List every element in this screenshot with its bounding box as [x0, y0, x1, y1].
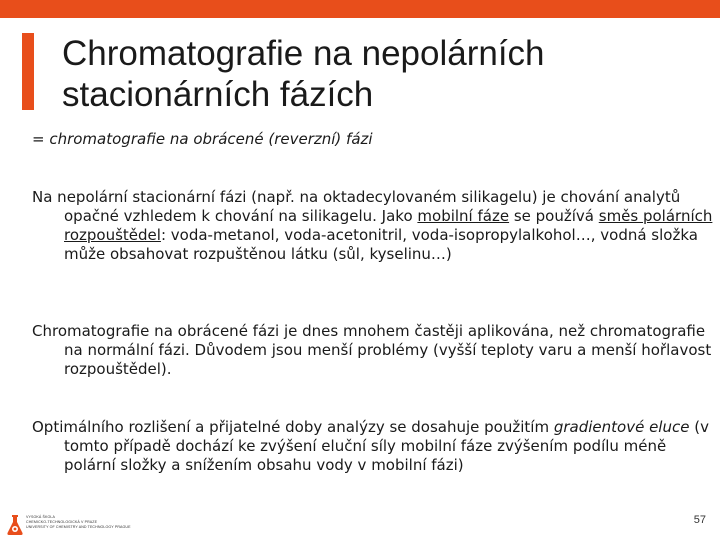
flask-logo-icon	[6, 514, 24, 536]
footer-institution	[26, 515, 131, 530]
paragraph-gradient-elution	[32, 418, 719, 475]
polar-solvents-term: směs polárních rozpouštědel	[64, 207, 713, 244]
title-accent-bar	[22, 33, 34, 110]
paragraph-usage: Chromatografie na obrácené fázi je dnes mnohem častěji aplikována, než chromatografie na normální fázi. Důvodem jsou menší problémy (vyšší teploty varu a menší hořlavost rozpouštědel).	[32, 322, 712, 378]
paragraph3-text-a: Optimálního rozlišení a přijatelné doby analýzy se dosahuje použitím	[32, 418, 554, 436]
paragraph1-text-b: se používá	[509, 207, 599, 225]
slide-title: Chromatografie na nepolárních stacionárních fázích	[62, 34, 545, 114]
page-number: 57	[693, 514, 706, 526]
paragraph-reverse-phase-behavior	[32, 188, 719, 264]
gradient-elution-term: gradientové eluce	[553, 418, 690, 436]
paragraph3-text-b: (v tomto případě dochází ke zvýšení eluční síly mobilní fáze zvýšením podílu méně polární složky a snížením obsahu vody v mobilní fázi)	[64, 418, 709, 474]
footer-line-2: CHEMICKO-TECHNOLOGICKÁ V PRAZE	[26, 520, 98, 524]
paragraph1-text-c: : voda-metanol, voda-acetonitril, voda-isopropylalkohol…, vodná složka může obsahovat rozpuštěnou látku (sůl, kyselinu…)	[64, 226, 698, 263]
mobile-phase-term: mobilní fáze	[417, 207, 510, 225]
footer-line-3: UNIVERSITY OF CHEMISTRY AND TECHNOLOGY PRAGUE	[26, 525, 131, 529]
slide-subtitle: = chromatografie na obrácené (reverzní) fázi	[32, 130, 373, 148]
footer-line-1: VYSOKÁ ŠKOLA	[26, 515, 55, 519]
paragraph1-text-a: Na nepolární stacionární fázi (např. na oktadecylovaném silikagelu) je chování analytů opačné vzhledem k chování na silikagelu. Jako	[32, 188, 681, 225]
top-accent-bar	[0, 0, 720, 18]
